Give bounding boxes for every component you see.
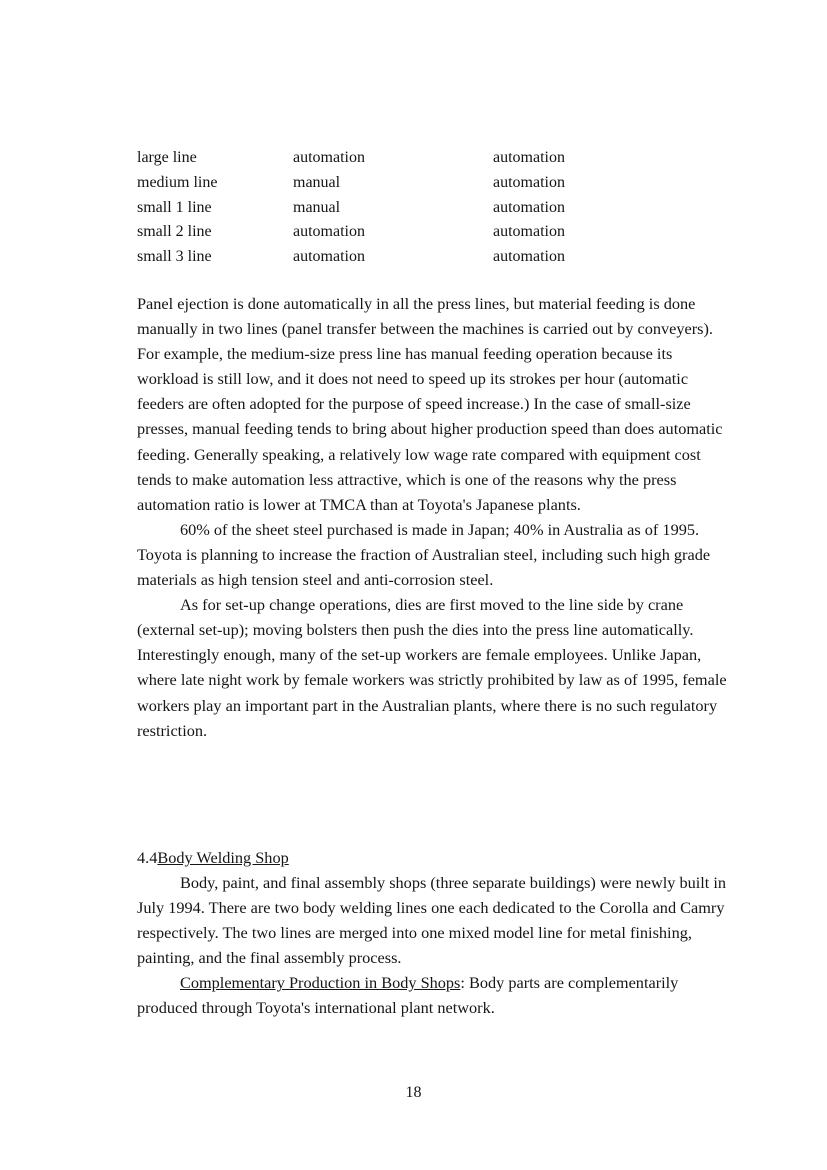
section-title: Body Welding Shop: [157, 848, 289, 867]
ejection-cell: automation: [493, 198, 565, 216]
paragraph-body-shops: Body, paint, and final assembly shops (three separate buildings) were newly built in July 1994. There are two body welding lines one each dedicated to the Corolla and Camry respectively. The two lines are merged into one mixed model line for metal finishing, painting, and the final assembly process.: [137, 873, 727, 968]
table-row: [137, 220, 617, 245]
paragraph-setup-change: As for set-up change operations, dies are first moved to the line side by crane (external set-up); moving bolsters then push the dies into the press line automatically. Interestingly enough, many of the set-up workers are female employees. Unlike Japan, where late night work by female workers was strictly prohibited by law as of 1995, female workers play an important part in the Australian plants, where there is no such regulatory restriction.: [137, 595, 727, 740]
section-number: 4.4: [137, 848, 158, 867]
complementary-production-label: Complementary Production in Body Shops: [180, 973, 461, 993]
line-name-cell: large line: [137, 149, 197, 166]
ejection-cell: automation: [493, 223, 565, 241]
press-line-automation-table: [137, 146, 617, 270]
paragraph-panel-ejection: Panel ejection is done automatically in all the press lines, but material feeding is done manually in two lines (panel transfer between the machines is carried out by conveyers). For example, the medium-size press line has manual feeding operation because its workload is still low, and it does not need to speed up its strokes per hour (automatic feeders are often adopted for the purpose of speed increase.) In the case of small-size presses, manual feeding tends to bring about higher production speed than does automatic feeding. Generally speaking, a relatively low wage rate compared with equipment cost tends to make automation less attractive, which is one of the reasons why the press automation ratio is lower at TMCA than at Toyota's Japanese plants.: [137, 294, 723, 514]
feeding-cell: manual: [293, 198, 341, 216]
body-welding-text: [137, 870, 737, 1021]
table-row: [137, 245, 617, 270]
press-operations-text: [137, 291, 737, 743]
feeding-cell: manual: [293, 173, 341, 191]
paragraph-complementary-production: [137, 970, 737, 1020]
ejection-cell: automation: [493, 248, 565, 266]
ejection-cell: automation: [493, 149, 565, 166]
line-name-cell: small 1 line: [137, 198, 212, 216]
page-number: 18: [405, 1084, 422, 1101]
feeding-cell: automation: [293, 223, 365, 241]
table-row: [137, 146, 617, 171]
ejection-cell: automation: [493, 173, 565, 191]
line-name-cell: small 3 line: [137, 248, 212, 266]
feeding-cell: automation: [293, 149, 365, 166]
section-heading: [137, 845, 289, 870]
line-name-cell: medium line: [137, 173, 218, 191]
line-name-cell: small 2 line: [137, 223, 212, 241]
table-row: [137, 171, 617, 196]
feeding-cell: automation: [293, 248, 365, 266]
complementary-production-text: : Body parts are complementarily produced through Toyota's international plant network.: [137, 973, 679, 1018]
paragraph-sheet-steel: 60% of the sheet steel purchased is made in Japan; 40% in Australia as of 1995. Toyota is planning to increase the fraction of Australian steel, including such high grade materials as high tension steel and anti-corrosion steel.: [137, 519, 711, 590]
table-row: [137, 196, 617, 221]
